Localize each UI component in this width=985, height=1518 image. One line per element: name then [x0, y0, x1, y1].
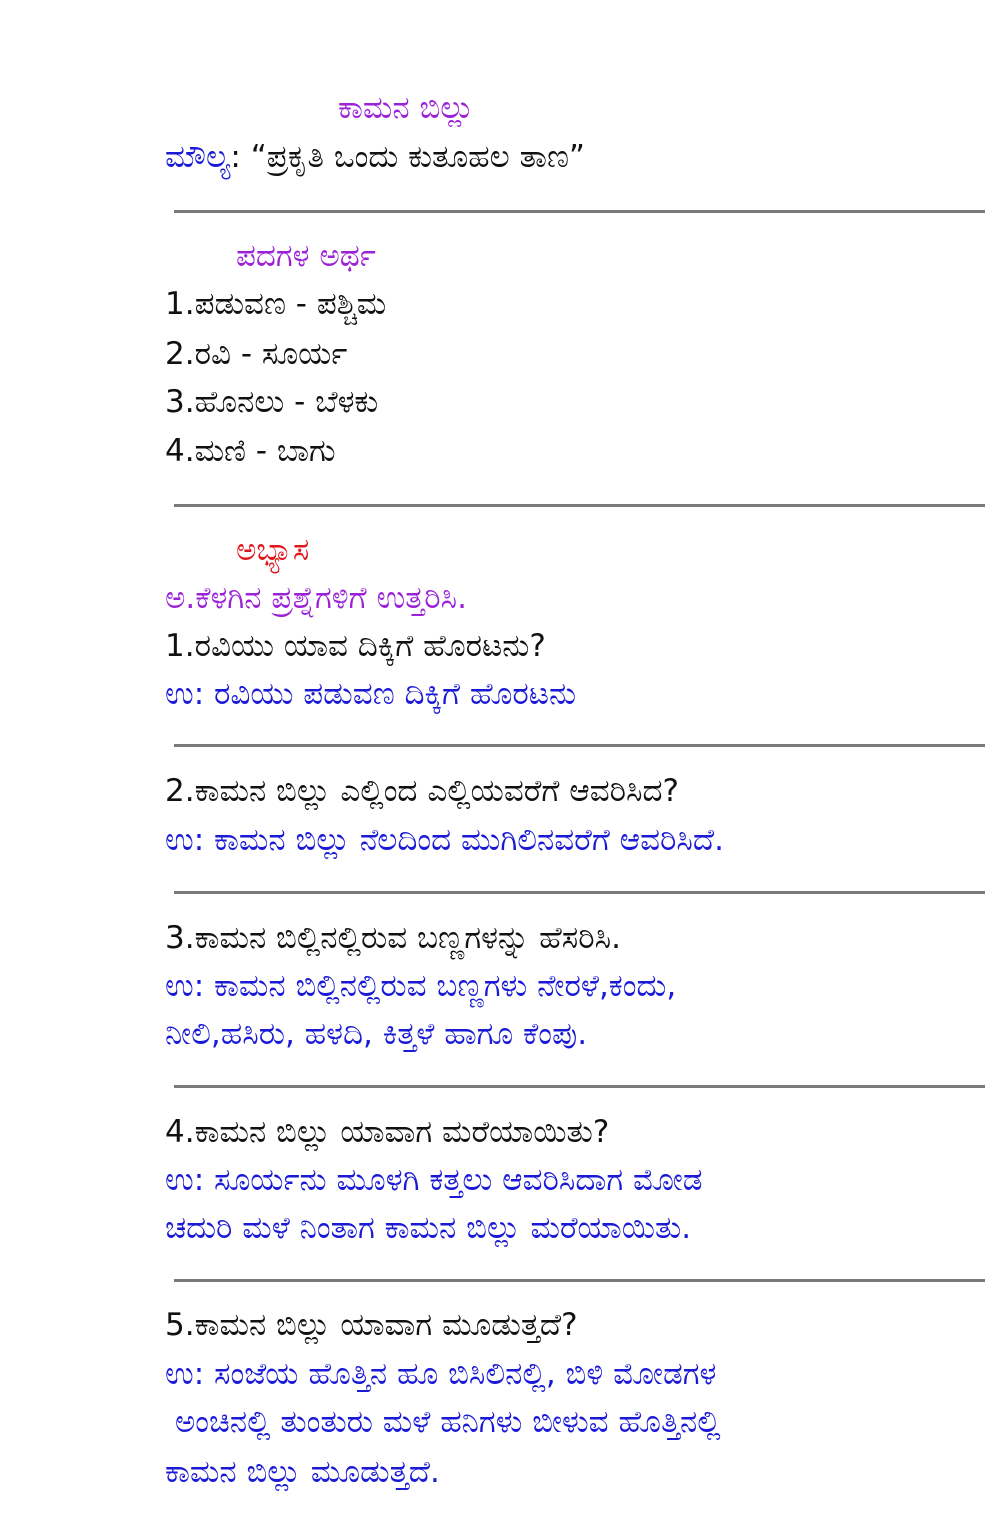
answer: ನೀಲಿ,ಹಸಿರು, ಹಳದಿ, ಕಿತ್ತಳೆ ಹಾಗೂ ಕೆಂಪು. — [165, 1016, 588, 1052]
divider — [174, 504, 985, 507]
glossary-item: 4.ಮಣಿ - ಬಾಗು — [165, 433, 336, 469]
divider — [174, 1279, 985, 1282]
question: 3.ಕಾಮನ ಬಿಲ್ಲಿನಲ್ಲಿರುವ ಬಣ್ಣಗಳನ್ನು ಹೆಸರಿಸಿ. — [165, 920, 621, 956]
answer: ಕಾಮನ ಬಿಲ್ಲು ಮೂಡುತ್ತದೆ. — [165, 1454, 440, 1490]
answer: ಚದುರಿ ಮಳೆ ನಿಂತಾಗ ಕಾಮನ ಬಿಲ್ಲು ಮರೆಯಾಯಿತು. — [165, 1210, 692, 1246]
page-title: ಕಾಮನ ಬಿಲ್ಲು — [338, 90, 474, 126]
answer: ಉ: ಸೂರ್ಯನು ಮೂಳಗಿ ಕತ್ತಲು ಆವರಿಸಿದಾಗ ಮೋಡ — [165, 1162, 703, 1198]
exercise-heading: ಅಭ್ಯಾಸ — [236, 532, 310, 568]
answer: ಉ: ಕಾಮನ ಬಿಲ್ಲಿನಲ್ಲಿರುವ ಬಣ್ಣಗಳು ನೇರಳೆ,ಕಂದು, — [165, 968, 677, 1004]
divider — [174, 210, 985, 213]
answer: ಅಂಚಿನಲ್ಲಿ ತುಂತುರು ಮಳೆ ಹನಿಗಳು ಬೀಳುವ ಹೊತ್ತಿನಲ್ಲಿ — [165, 1404, 721, 1440]
divider — [174, 744, 985, 747]
value-line — [165, 137, 585, 177]
answer: ಉ: ರವಿಯು ಪಡುವಣ ದಿಕ್ಕಿಗೆ ಹೊರಟನು — [165, 676, 577, 712]
question: 2.ಕಾಮನ ಬಿಲ್ಲು ಎಲ್ಲಿಂದ ಎಲ್ಲಿಯವರೆಗೆ ಆವರಿಸಿದ? — [165, 773, 679, 809]
glossary-item: 1.ಪಡುವಣ - ಪಶ್ಚಿಮ — [165, 286, 387, 322]
exercise-instruction: ಅ.ಕೆಳಗಿನ ಪ್ರಶ್ನೆಗಳಿಗೆ ಉತ್ತರಿಸಿ. — [165, 580, 467, 616]
divider — [174, 1085, 985, 1088]
glossary-item: 3.ಹೊನಲು - ಬೆಳಕು — [165, 384, 379, 420]
divider — [174, 891, 985, 894]
question: 1.ರವಿಯು ಯಾವ ದಿಕ್ಕಿಗೆ ಹೊರಟನು? — [165, 628, 546, 664]
question: 5.ಕಾಮನ ಬಿಲ್ಲು ಯಾವಾಗ ಮೂಡುತ್ತದೆ? — [165, 1307, 578, 1343]
glossary-item: 2.ರವಿ - ಸೂರ್ಯ — [165, 336, 348, 372]
value-text: : “ಪ್ರಕೃತಿ ಒಂದು ಕುತೂಹಲ ತಾಣ” — [230, 139, 585, 175]
answer: ಉ: ಸಂಜೆಯ ಹೊತ್ತಿನ ಹೂ ಬಿಸಿಲಿನಲ್ಲಿ, ಬಿಳಿ ಮೋಡಗಳ — [165, 1356, 717, 1392]
question: 4.ಕಾಮನ ಬಿಲ್ಲು ಯಾವಾಗ ಮರೆಯಾಯಿತು? — [165, 1114, 610, 1150]
glossary-heading: ಪದಗಳ ಅರ್ಥ — [236, 238, 376, 274]
value-label: ಮೌಲ್ಯ — [165, 139, 231, 175]
answer: ಉ: ಕಾಮನ ಬಿಲ್ಲು ನೆಲದಿಂದ ಮುಗಿಲಿನವರೆಗೆ ಆವರಿಸಿದೆ. — [165, 822, 724, 858]
